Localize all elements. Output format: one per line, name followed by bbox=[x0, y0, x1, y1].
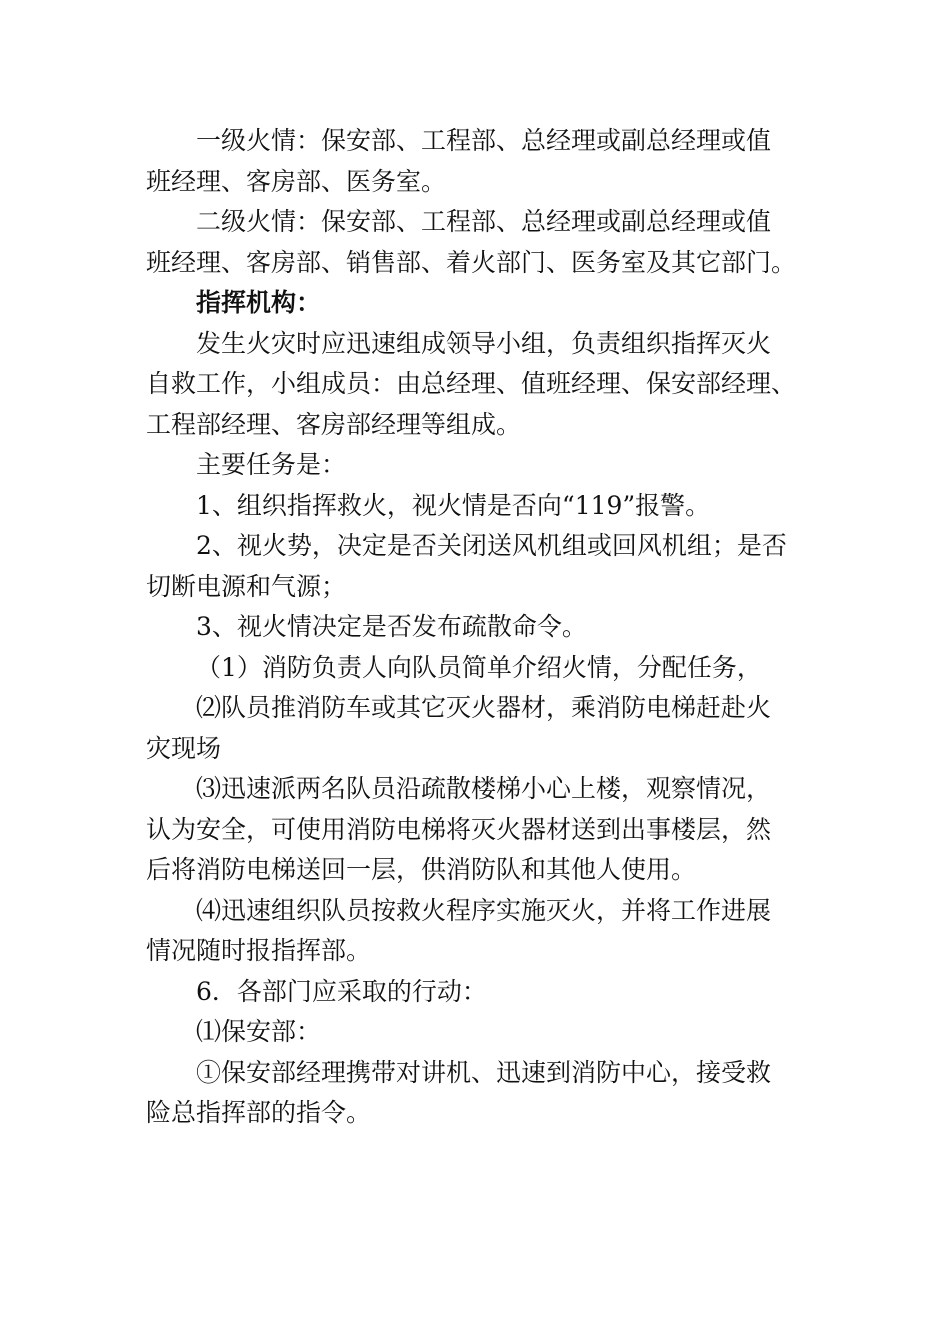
text-line: 6．各部门应采取的行动： bbox=[196, 976, 487, 1006]
text-line: 二级火情：保安部、工程部、总经理或副总经理或值 bbox=[196, 207, 772, 236]
section-heading bbox=[146, 283, 806, 324]
paragraph bbox=[146, 1053, 806, 1134]
text-line: ⑷迅速组织队员按救火程序实施灭火，并将工作进展 bbox=[196, 895, 772, 925]
text-line: 1、组织指挥救火，视火情是否向“119”报警。 bbox=[196, 490, 711, 520]
text-line: 情况随时报指挥部。 bbox=[146, 936, 372, 965]
text-line: 指挥机构： bbox=[196, 288, 322, 317]
paragraph bbox=[146, 445, 806, 486]
paragraph bbox=[146, 972, 806, 1013]
text-line: 发生火灾时应迅速组成领导小组，负责组织指挥灭火 bbox=[196, 328, 772, 358]
paragraph bbox=[146, 324, 806, 446]
paragraph bbox=[146, 648, 806, 689]
text-line: 3、视火情决定是否发布疏散命令。 bbox=[196, 612, 587, 641]
text-line: ⑴保安部： bbox=[196, 1017, 322, 1046]
text-line: 工程部经理、客房部经理等组成。 bbox=[146, 409, 522, 439]
paragraph bbox=[146, 607, 806, 648]
paragraph bbox=[146, 769, 806, 891]
paragraph bbox=[146, 202, 806, 283]
paragraph bbox=[146, 891, 806, 972]
paragraph bbox=[146, 1012, 806, 1053]
text-line: 一级火情：保安部、工程部、总经理或副总经理或值 bbox=[196, 126, 772, 155]
text-line: 自救工作，小组成员：由总经理、值班经理、保安部经理、 bbox=[146, 369, 797, 398]
text-line: 班经理、客房部、销售部、着火部门、医务室及其它部门。 bbox=[146, 247, 797, 277]
text-line: 班经理、客房部、医务室。 bbox=[146, 166, 447, 196]
paragraph bbox=[146, 121, 806, 202]
paragraph bbox=[146, 688, 806, 769]
document-body bbox=[146, 121, 806, 1134]
text-line: ⑶迅速派两名队员沿疏散楼梯小心上楼，观察情况， bbox=[196, 774, 772, 803]
text-line: 切断电源和气源； bbox=[146, 571, 347, 601]
text-line: 认为安全，可使用消防电梯将灭火器材送到出事楼层，然 bbox=[146, 814, 772, 844]
text-line: 后将消防电梯送回一层，供消防队和其他人使用。 bbox=[146, 855, 697, 884]
text-line: （1）消防负责人向队员简单介绍火情，分配任务， bbox=[196, 652, 762, 682]
text-line: ①保安部经理携带对讲机、迅速到消防中心，接受救 bbox=[196, 1057, 772, 1087]
text-line: 险总指挥部的指令。 bbox=[146, 1098, 372, 1127]
text-line: 主要任务是： bbox=[196, 450, 347, 479]
text-line: ⑵队员推消防车或其它灭火器材，乘消防电梯赶赴火 bbox=[196, 693, 772, 722]
text-line: 2、视火势，决定是否关闭送风机组或回风机组；是否 bbox=[196, 531, 787, 560]
text-line: 灾现场 bbox=[146, 733, 222, 763]
paragraph bbox=[146, 526, 806, 607]
paragraph bbox=[146, 486, 806, 527]
